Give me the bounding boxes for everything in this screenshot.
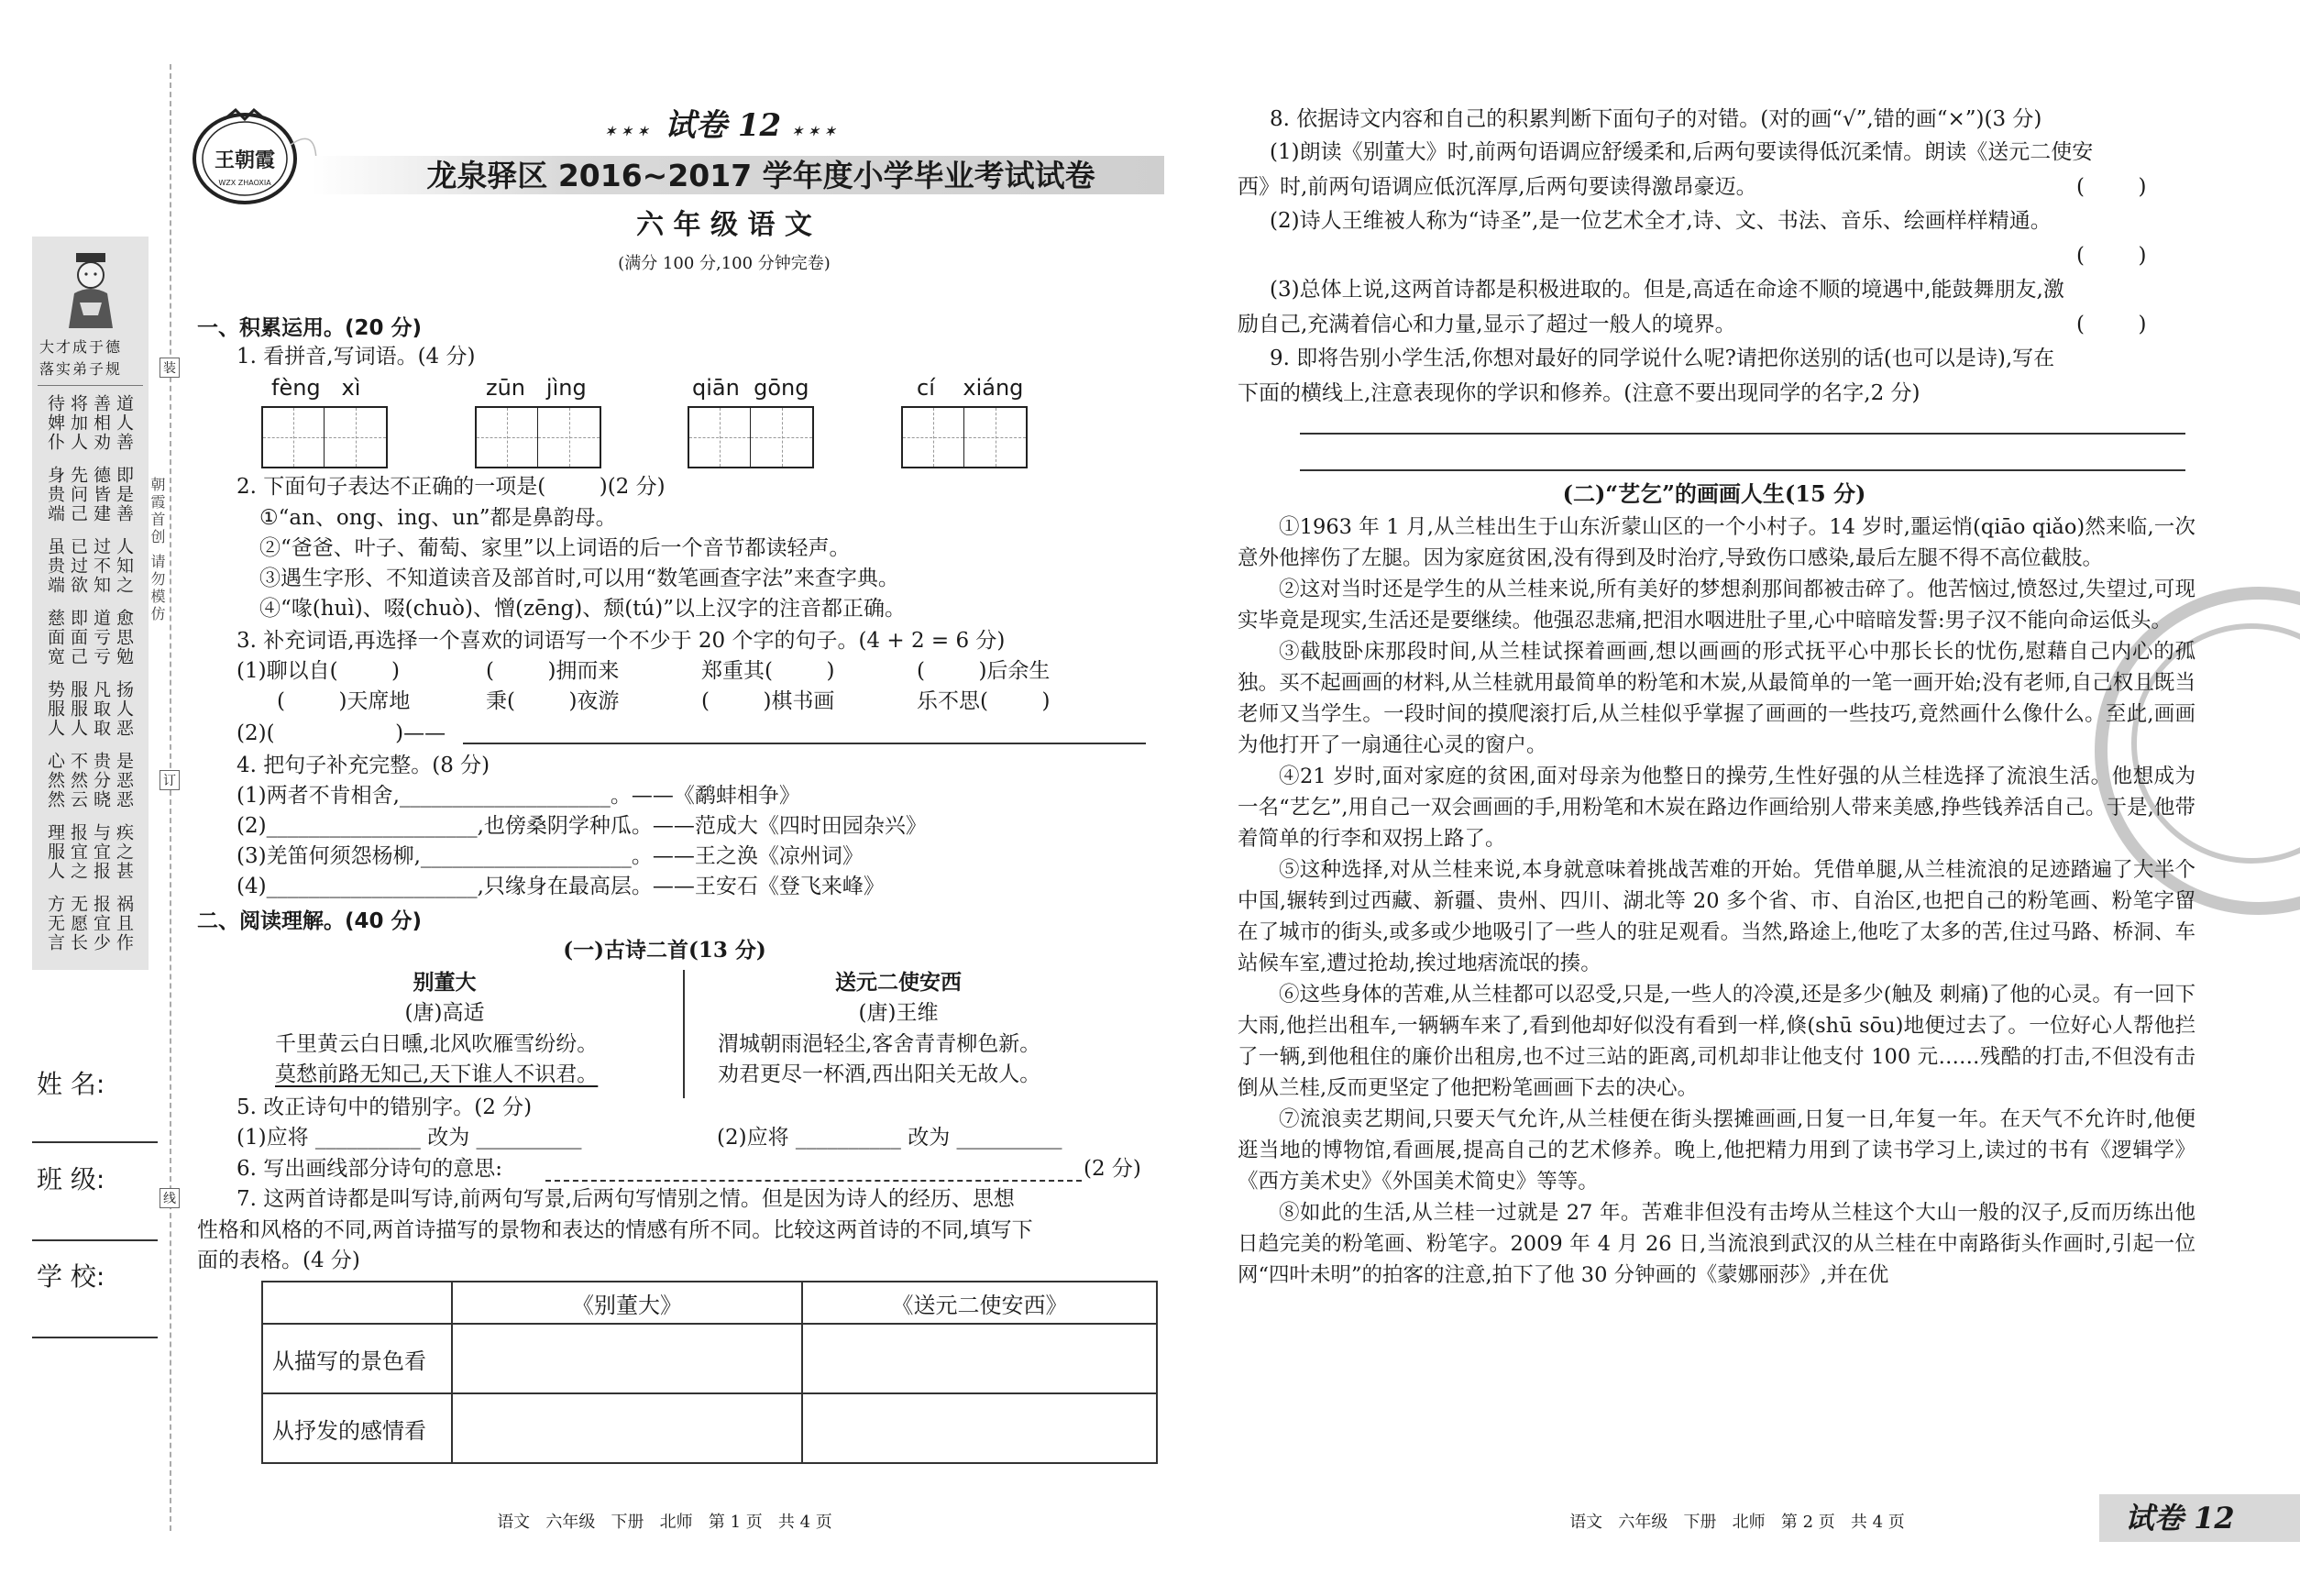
sidebar-quote-column: 道亏亏 (91, 609, 111, 666)
sidebar-quote-column: 祸且作 (114, 895, 134, 952)
q8-statement-1a: (1)朗读《别董大》时,前两句语调应舒缓柔和,后两句要读得低沉柔情。朗读《送元二使安 (1270, 140, 2094, 164)
sidebar-quote-column: 势服人 (45, 680, 65, 738)
series-badge: ✶✶✶ 试卷 12 ✶✶✶ (605, 107, 842, 144)
q8-statement-2: (2)诗人王维被人称为“诗圣”,是一位艺术全才,诗、文、书法、音乐、绘画样样精通。 (1270, 209, 2052, 233)
q2-option-4: ④“喙(huì)、啜(chuò)、憎(zēng)、颓(tú)”以上汉字的注音都正确。 (259, 597, 906, 621)
table-cell-scenery-1[interactable] (452, 1324, 802, 1393)
poem2-line2: 劝君更尽一杯酒,西出阳关无故人。 (718, 1062, 1041, 1086)
right-footer: 语文 六年级 下册 北师 第 2 页 共 4 页 (1569, 1513, 1905, 1532)
q8-answer-2[interactable]: ( ) (2076, 244, 2147, 268)
sidebar-quote-column: 身贵端 (45, 466, 65, 523)
q4-item-3: (3)羌笛何须怨杨柳,____________________。——王之涣《凉州词》 (237, 844, 864, 868)
q2-option-3: ③遇生字形、不知道读音及部首时,可以用“数笔画查字法”来查字典。 (259, 567, 899, 590)
poem1-line1: 千里黄云白日曛,北风吹雁雪纷纷。 (275, 1032, 599, 1056)
passage-paragraph-2: ②这对当时还是学生的从兰桂来说,所有美好的梦想刹那间都被击碎了。他苦恼过,愤怒过,失望过,可现实毕竟是现实,生活还是要继续。他强忍悲痛,把泪水咽进肚子里,心中暗暗发誓:男子汉不能向命运低头。 (1238, 578, 2195, 633)
q3-sentence-line[interactable] (463, 743, 1146, 744)
q1-title: 1. 看拼音,写词语。(4 分) (237, 345, 476, 369)
poem1-author: (唐)高适 (404, 1001, 485, 1025)
q6-title: 6. 写出画线部分诗句的意思: (237, 1157, 503, 1181)
cut-mark-1: 装 (160, 358, 180, 378)
q6-answer-line[interactable] (545, 1180, 1082, 1182)
sidebar-quote-column: 贵分晓 (91, 752, 111, 809)
q3-title: 3. 补充词语,再选择一个喜欢的词语写一个不少于 20 个字的句子。(4 + 2 = 6 分) (237, 629, 1006, 653)
table-cell-emotion-2[interactable] (802, 1393, 1157, 1463)
pinyin-3: qiān gōng (692, 375, 809, 401)
q3-row2-b: 秉( )夜游 (486, 689, 620, 713)
q2-title: 2. 下面句子表达不正确的一项是( )(2 分) (237, 475, 666, 499)
sidebar-quote-column: 不然云 (68, 752, 88, 809)
sidebar-quote-column: 服服人 (68, 680, 88, 738)
corner-badge-text: 试卷 12 (2125, 1501, 2235, 1535)
exam-title: 龙泉驿区 2016~2017 学年度小学毕业考试试卷 (426, 158, 1095, 193)
sidebar-quote-column: 疾之甚 (114, 823, 134, 881)
poem2-title: 送元二使安西 (835, 970, 962, 995)
pinyin-2: zūn jìng (486, 375, 587, 401)
q7-line3: 面的表格。(4 分) (197, 1249, 360, 1272)
sidebar-quote-column: 心然然 (45, 752, 65, 809)
left-footer: 语文 六年级 下册 北师 第 1 页 共 4 页 (497, 1513, 832, 1532)
passage-paragraph-3: ③截肢卧床那段时间,从兰桂试探着画画,想以画画的形式抚平心中那长长的忧伤,慰藉自己内心的孤独。买不起画画的材料,从兰桂就用最简单的粉笔和木炭,从最简单的一笔一画开始;没有老师,自己权且既当老师又当学生。一段时间的摸爬滚打后,从兰桂似乎掌握了画画的一些技巧,竟然画什么像什么。至此,画画为他打开了一扇通往心灵的窗户。 (1238, 640, 2195, 757)
table-corner (262, 1282, 452, 1324)
q2-option-1: ①“an、ong、ing、un”都是鼻韵母。 (259, 506, 617, 530)
sidebar-quote-column: 待婢仆 (45, 394, 65, 452)
poem2-line1: 渭城朝雨浥轻尘,客舍青青柳色新。 (718, 1032, 1041, 1056)
passage-paragraph-6: ⑥这些身体的苦难,从兰桂都可以忍受,只是,一些人的冷漠,还是多少(触及 刺痛)了他的心灵。有一回下大雨,他拦出租车,一辆辆车来了,看到他却好似没有看到一样,倏(shū sōu)地便过去了。一位好心人帮他拦了一辆,到他租住的廉价出租房,也不过三站的距离,司机却非让他支付 100 元……残酷的打击,不但没有击倒从兰桂,反而更坚定了他把粉笔画画下去的决心。 (1238, 983, 2195, 1100)
exam-note: (满分 100 分,100 分钟完卷) (618, 254, 831, 273)
name-field[interactable] (32, 1141, 158, 1143)
q5-title: 5. 改正诗句中的错别字。(2 分) (237, 1095, 533, 1119)
q5-blank-2[interactable]: (2)应将 __________ 改为 __________ (717, 1126, 1062, 1150)
q9-answer-line-1[interactable] (1300, 433, 2185, 435)
writing-grid-3[interactable] (688, 406, 814, 468)
logo-sub: WZX ZHAOXIA (218, 179, 271, 187)
q8-statement-1b: 西》时,前两句语调应低沉浑厚,后两句要读得激昂豪迈。 (1238, 175, 1757, 199)
q4-item-4: (4)____________________,只缘身在最高层。——王安石《登飞来峰》 (237, 875, 885, 898)
sidebar-quote-column: 方无言 (45, 895, 65, 952)
q8-answer-3[interactable]: ( ) (2076, 313, 2147, 336)
sidebar-quote-column: 凡取取 (91, 680, 111, 738)
poems-header: (一)古诗二首(13 分) (563, 938, 766, 963)
q4-item-1: (1)两者不肯相舍,____________________。——《鹬蚌相争》 (237, 784, 800, 808)
exam-subject: 六 年 级 语 文 (636, 209, 812, 241)
cut-mark-3: 线 (160, 1188, 180, 1208)
poem2-author: (唐)王维 (858, 1001, 939, 1025)
section-2-title: 二、阅读理解。(40 分) (197, 909, 423, 933)
sidebar-quote-column: 无愿长 (68, 895, 88, 952)
q5-blank-1[interactable]: (1)应将 __________ 改为 __________ (237, 1126, 582, 1150)
passage-paragraph-7: ⑦流浪卖艺期间,只要天气允许,从兰桂便在街头摆摊画画,日复一日,年复一年。在天气不允许时,他便逛当地的博物馆,看画展,提高自己的艺术修养。晚上,他把精力用到了读书学习上,读过的书有《逻辑学》《西方美术史》《外国美术简史》等等。 (1238, 1107, 2195, 1194)
sidebar-quote-column: 与宜报 (91, 823, 111, 881)
q9-line1: 9. 即将告别小学生活,你想对最好的同学说什么呢?请把你送别的话(也可以是诗),写在 (1270, 347, 2055, 370)
sidebar-quote-column: 慈面宽 (45, 609, 65, 666)
passage-paragraph-1: ①1963 年 1 月,从兰桂出生于山东沂蒙山区的一个小村子。14 岁时,噩运悄(qiāo qiǎo)然来临,一次意外他摔伤了左腿。因为家庭贫困,没有得到及时治疗,导致伤口感染,最后左腿不得不高位截肢。 (1238, 515, 2195, 570)
sidebar-quote-column: 即面己 (68, 609, 88, 666)
sidebar-cut-line (170, 64, 171, 1531)
q8-answer-1[interactable]: ( ) (2076, 175, 2147, 199)
q6-score: (2 分) (1084, 1157, 1141, 1181)
table-header-poem2: 《送元二使安西》 (802, 1282, 1157, 1324)
table-cell-scenery-2[interactable] (802, 1324, 1157, 1393)
sidebar-motto-top: 大才成于德 (39, 338, 123, 356)
passage-paragraph-4: ④21 岁时,面对家庭的贫困,面对母亲为他整日的操劳,生性好强的从兰桂选择了流浪生活。他想成为一名“艺乞”,用自己一双会画画的手,用粉笔和木炭在路边作画给别人带来美感,挣些钱养活自己。于是,他带着简单的行李和双拐上路了。 (1238, 765, 2195, 851)
sidebar-quote-column: 扬人恶 (114, 680, 134, 738)
q4-title: 4. 把句子补充完整。(8 分) (237, 754, 490, 777)
pinyin-1: fèng xì (271, 375, 361, 401)
sidebar-quote-column: 已过欲 (68, 537, 88, 595)
sidebar-quote-column: 人知之 (114, 537, 134, 595)
sidebar-quote-column: 过不知 (91, 537, 111, 595)
class-field[interactable] (32, 1239, 158, 1241)
q8-statement-3a: (3)总体上说,这两首诗都是积极进取的。但是,高适在命途不顺的境遇中,能鼓舞朋友,激 (1270, 278, 2064, 302)
writing-grid-4[interactable] (901, 406, 1028, 468)
reading-passage (1238, 512, 2195, 1291)
sidebar-motto-bottom: 落实弟子规 (39, 360, 123, 378)
q8-statement-3b: 励自己,充满着信心和力量,显示了超过一般人的境界。 (1238, 313, 1736, 336)
q3-row1-b: ( )拥而来 (486, 659, 620, 683)
pinyin-4: cí xiáng (917, 375, 1024, 401)
sidebar-quote-column: 虽贵端 (45, 537, 65, 595)
passage-paragraph-5: ⑤这种选择,对从兰桂来说,本身就意味着挑战苦难的开始。凭借单腿,从兰桂流浪的足迹踏遍了大半个中国,辗转到过西藏、新疆、贵州、四川、湖北等 20 多个省、市、自治区,也把自己的粉笔画、粉笔字留在了城市的街头,或多或少地吸引了一些人的驻足观看。当然,路途上,他吃了太多的苦,住过马路、桥洞、车站候车室,遭过抢劫,挨过地痞流氓的揍。 (1238, 858, 2195, 975)
sidebar-quote-column: 道人善 (114, 394, 134, 452)
sidebar-quote-column: 理服人 (45, 823, 65, 881)
sidebar-quote-column: 报宜之 (68, 823, 88, 881)
passage-paragraph-8: ⑧如此的生活,从兰桂一过就是 27 年。苦难非但没有击垮从兰桂这个大山一般的汉子,反而历练出他日趋完美的粉笔画、粉笔字。2009 年 4 月 26 日,当流浪到武汉的从兰桂在中南路街头作画时,引起一位网“四叶未明”的拍客的注意,拍下了他 30 分钟画的《蒙娜丽莎》,并在优 (1238, 1201, 2195, 1287)
school-field[interactable] (32, 1337, 158, 1338)
logo-text: 王朝霞 (214, 149, 276, 172)
scholar-figure-icon (56, 248, 126, 330)
writing-grid-2[interactable] (475, 406, 601, 468)
q2-option-2: ②“爸爸、叶子、葡萄、家里”以上词语的后一个音节都读轻声。 (259, 536, 851, 560)
q7-line1: 7. 这两首诗都是叫写诗,前两句写景,后两句写情别之情。但是因为诗人的经历、思想 (237, 1187, 1015, 1211)
q9-line2: 下面的横线上,注意表现你的学识和修养。(注意不要出现同学的名字,2 分) (1238, 381, 1920, 405)
writing-grid-1[interactable] (261, 406, 388, 468)
q3-row3: (2)( )—— (237, 721, 446, 745)
sidebar-quote-column: 是恶恶 (114, 752, 134, 809)
table-row-scenery: 从描写的景色看 (262, 1324, 452, 1393)
sidebar-vertical-note: 朝霞首创 请勿模仿 (149, 477, 166, 624)
q9-answer-line-2[interactable] (1300, 469, 2185, 471)
school-label: 学 校: (37, 1261, 105, 1292)
sidebar-quote-column: 愈思勉 (114, 609, 134, 666)
q3-row2-a: ( )天席地 (277, 689, 411, 713)
sidebar-panel (32, 237, 149, 970)
sidebar-quote-grid (45, 394, 137, 963)
q3-row1-a: (1)聊以自( ) (237, 659, 401, 683)
sidebar-quote-column: 善相劝 (91, 394, 111, 452)
poem1-line2: 莫愁前路无知己,天下谁人不识君。 (275, 1062, 599, 1086)
sidebar-quote-column: 先问己 (68, 466, 88, 523)
q8-title: 8. 依据诗文内容和自己的积累判断下面句子的对错。(对的画“√”,错的画“×”)(3 分) (1270, 107, 2042, 131)
q3-row2-c: ( )棋书画 (701, 689, 835, 713)
q3-row1-d: ( )后余生 (917, 659, 1051, 683)
table-cell-emotion-1[interactable] (452, 1393, 802, 1463)
class-label: 班 级: (37, 1164, 105, 1194)
reading-section-title: (二)“艺乞”的画画人生(15 分) (1562, 480, 1866, 507)
table-header-poem1: 《别董大》 (452, 1282, 802, 1324)
q4-item-2: (2)____________________,也傍桑阴学种瓜。——范成大《四时田园杂兴》 (237, 814, 927, 838)
poem-divider (683, 970, 685, 1098)
comparison-table (261, 1281, 1158, 1464)
publisher-logo (188, 108, 321, 209)
section-1-title: 一、积累运用。(20 分) (197, 316, 423, 340)
name-label: 姓 名: (37, 1069, 105, 1099)
cut-mark-2: 订 (160, 770, 180, 790)
sidebar-quote-column: 将加人 (68, 394, 88, 452)
q7-line2: 性格和风格的不同,两首诗描写的景物和表达的情感有所不同。比较这两首诗的不同,填写下 (197, 1218, 1033, 1242)
sidebar-quote-column: 即是善 (114, 466, 134, 523)
q3-row1-c: 郑重其( ) (701, 659, 835, 683)
sidebar-quote-column: 德皆建 (91, 466, 111, 523)
poem1-title: 别董大 (413, 970, 477, 995)
q3-row2-d: 乐不思( ) (917, 689, 1051, 713)
sidebar-quote-column: 报宜少 (91, 895, 111, 952)
table-row-emotion: 从抒发的感情看 (262, 1393, 452, 1463)
